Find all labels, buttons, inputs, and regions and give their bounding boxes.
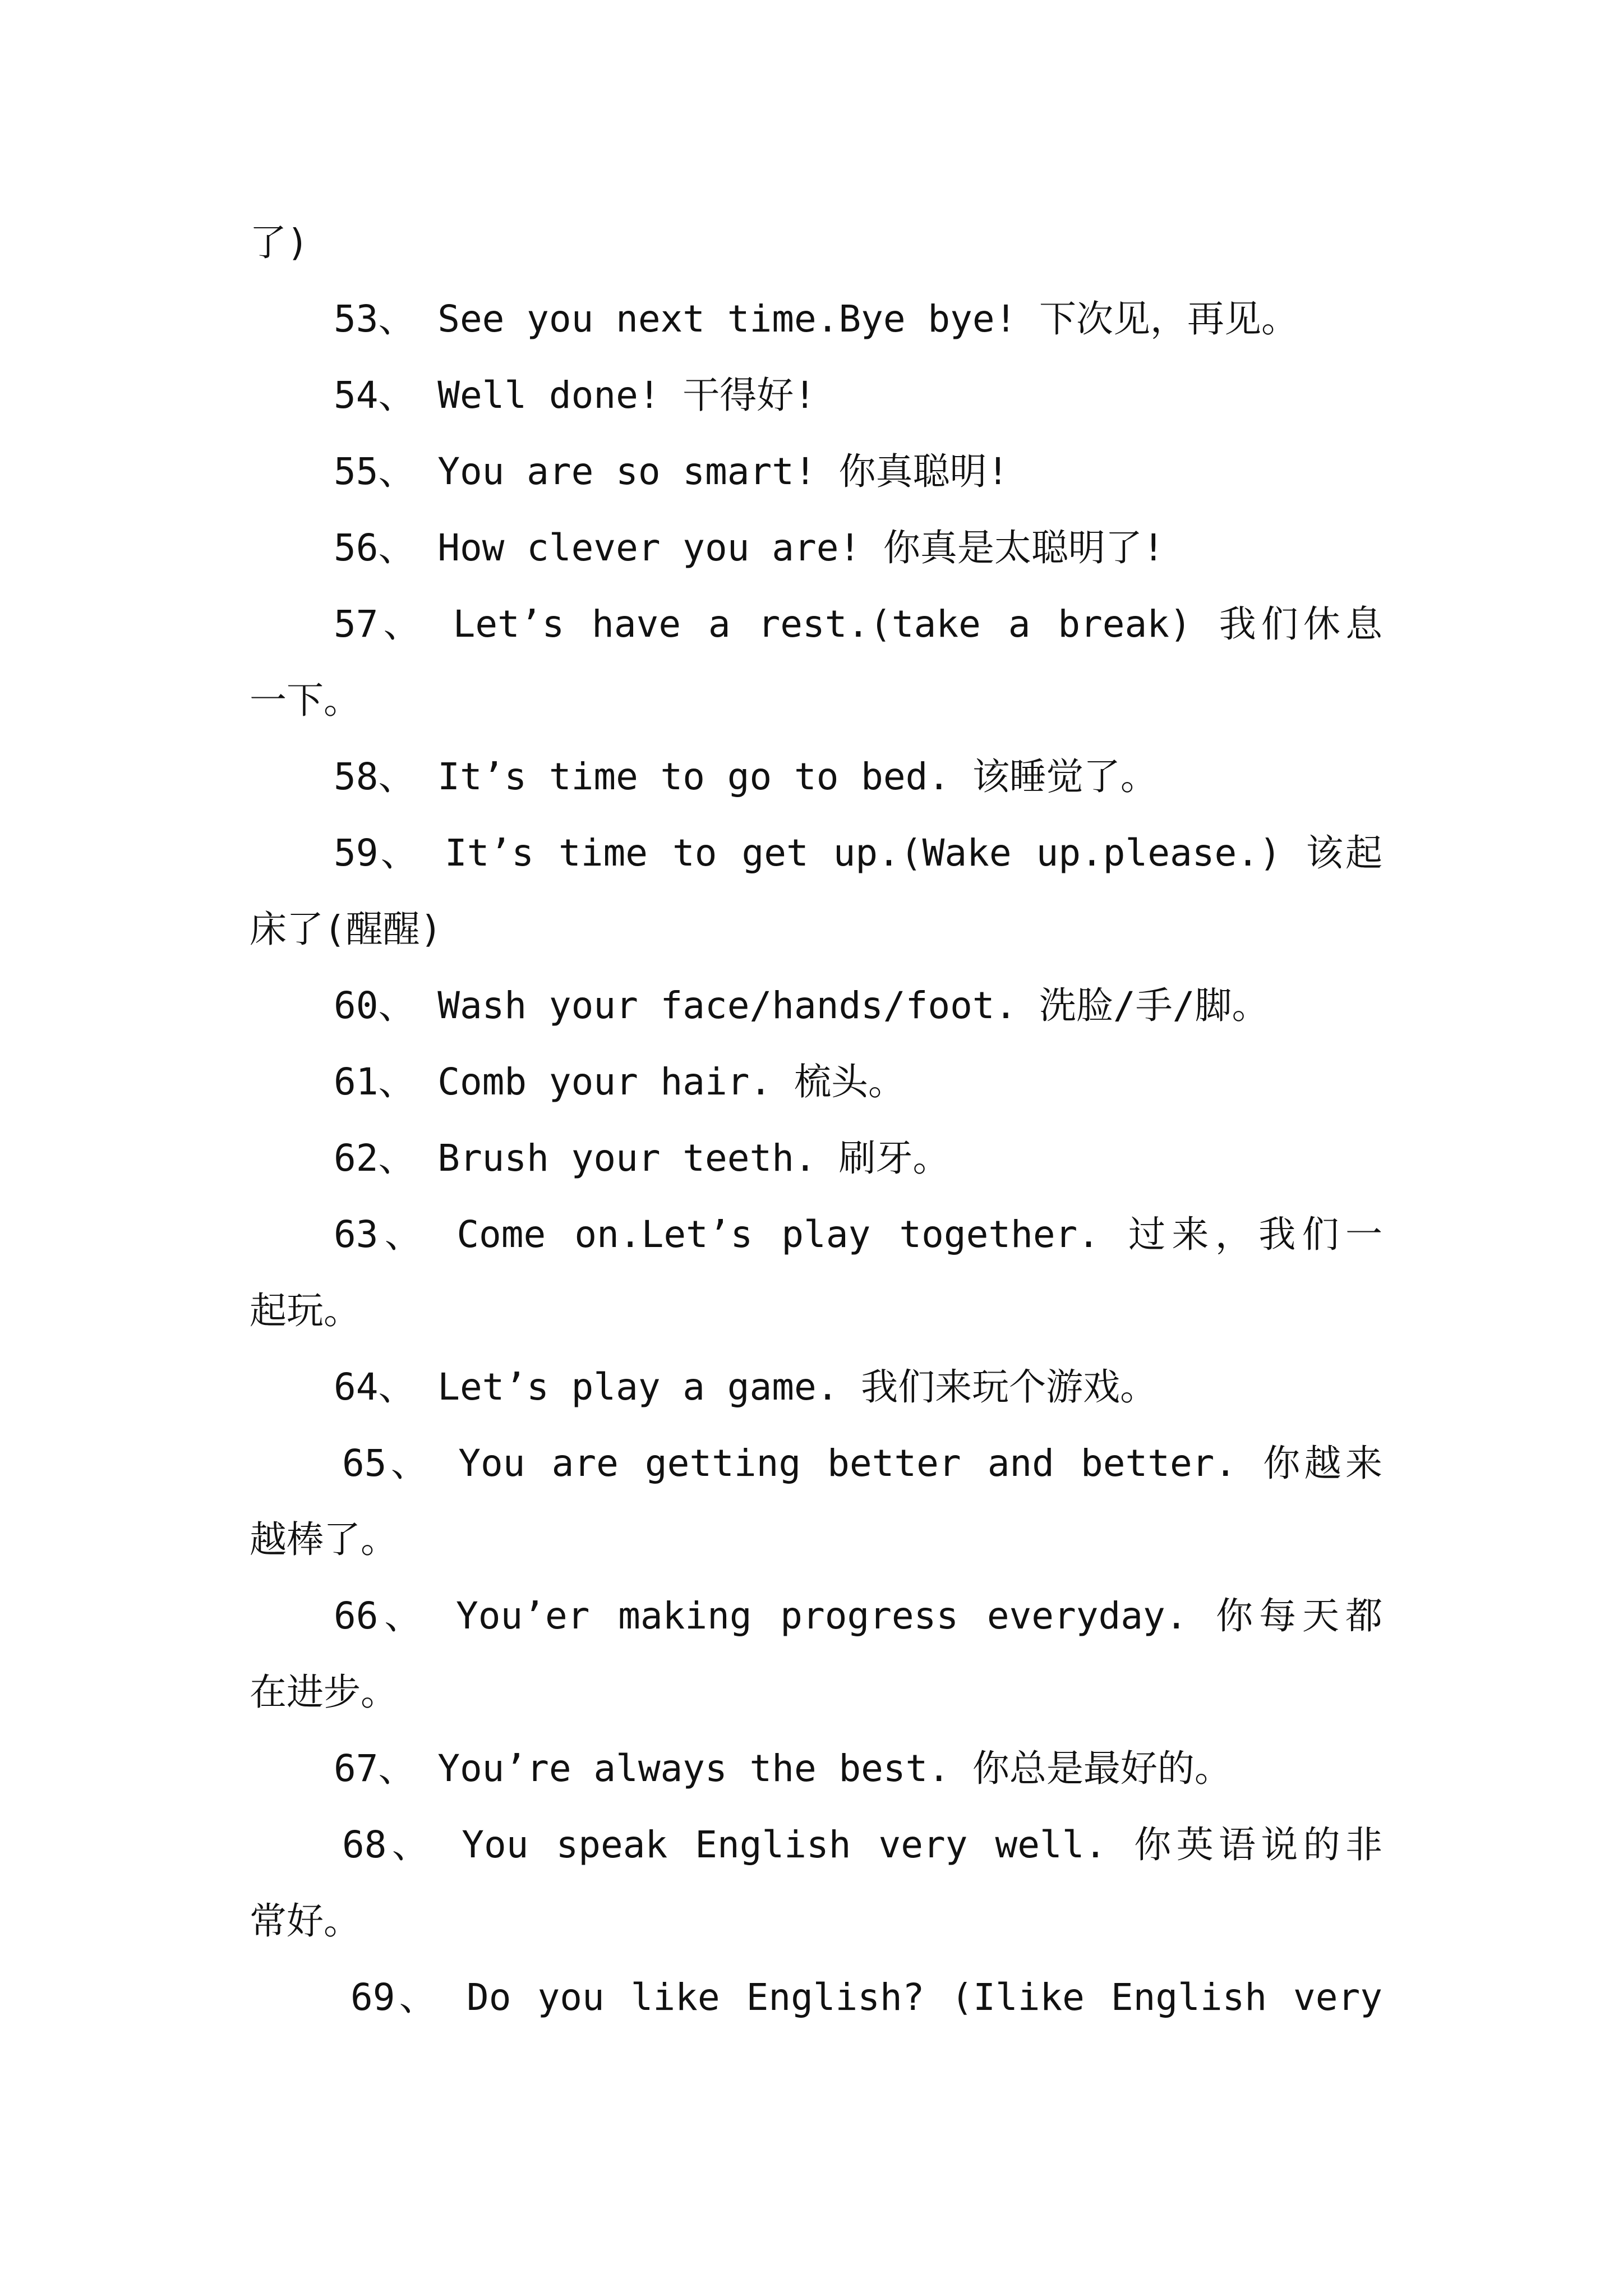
text-line: 65、 You are getting better and better. 你越来: [342, 1442, 1382, 1485]
text-line: 66、 You’er making progress everyday. 你每天都: [334, 1594, 1382, 1637]
text-line: 了): [250, 221, 309, 264]
text-line: 53、 See you next time.Bye bye! 下次见，再见。: [334, 297, 1299, 341]
text-line: 在进步。: [250, 1671, 398, 1714]
text-line: 58、 It’s time to go to bed. 该睡觉了。: [334, 755, 1158, 798]
text-line: 59、 It’s time to get up.(Wake up.please.) 该起: [334, 831, 1382, 875]
text-line: 64、 Let’s play a game. 我们来玩个游戏。: [334, 1365, 1158, 1409]
text-line: 62、 Brush your teeth. 刷牙。: [334, 1137, 950, 1180]
text-line: 61、 Comb your hair. 梳头。: [334, 1060, 905, 1103]
text-line: 60、 Wash your face/hands/foot. 洗脸/手/脚。: [334, 984, 1269, 1027]
text-line: 床了(醒醒): [250, 908, 442, 951]
document-body: [250, 205, 1382, 2036]
text-line: 54、 Well done! 干得好!: [334, 374, 817, 417]
text-line: 55、 You are so smart! 你真聪明!: [334, 450, 1009, 493]
text-line: 56、 How clever you are! 你真是太聪明了!: [334, 526, 1165, 569]
text-line: 57、 Let’s have a rest.(take a break) 我们休息: [334, 602, 1382, 646]
text-line: 起玩。: [250, 1289, 361, 1332]
text-line: 67、 You’re always the best. 你总是最好的。: [334, 1747, 1232, 1790]
text-line: 69、 Do you like English? (Ilike English very: [351, 1976, 1382, 2019]
text-line: 越棒了。: [250, 1518, 398, 1561]
text-line: 一下。: [250, 679, 361, 722]
text-line: 63、 Come on.Let’s play together. 过来，我们一: [334, 1213, 1382, 1256]
text-line: 常好。: [250, 1899, 361, 1943]
text-line: 68、 You speak English very well. 你英语说的非: [342, 1823, 1382, 1866]
